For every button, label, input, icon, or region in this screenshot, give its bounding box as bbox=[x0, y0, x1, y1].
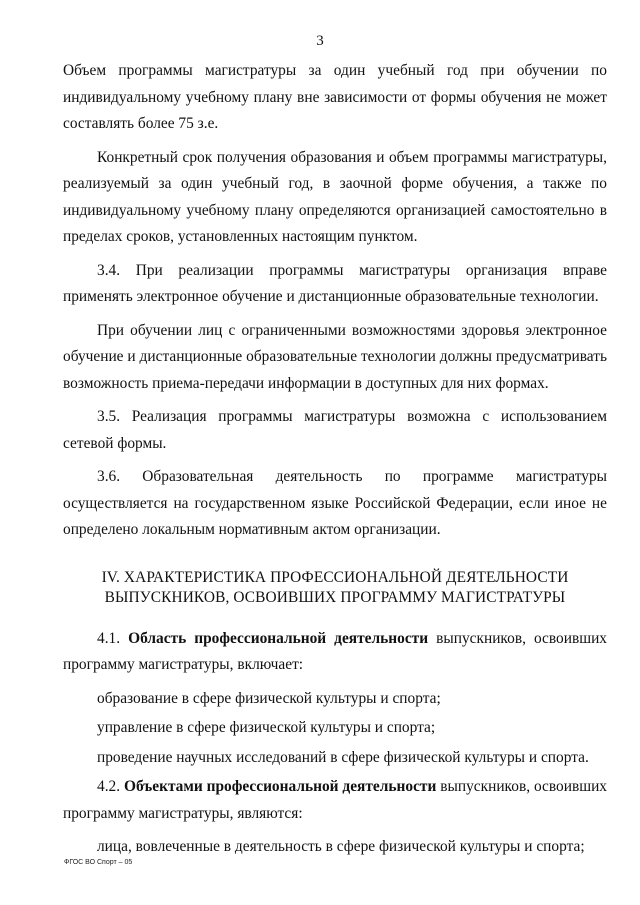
clause-4-2-text: выпускников, освоивших программу магистратуры, являются: bbox=[63, 778, 608, 822]
clause-4-2 bbox=[63, 774, 607, 827]
list-item: проведение научных исследований в сфере физической культуры и спорта. bbox=[97, 748, 589, 766]
paragraph-clause-3-6: 3.6. Образовательная деятельность по программе магистратуры осуществляется на государственном языке Российской Федерации, если иное не определено локальным нормативным актом организации. bbox=[63, 468, 607, 538]
clause-4-1 bbox=[63, 626, 607, 679]
clause-4-1-term: Область профессиональной деятельности bbox=[128, 629, 429, 647]
page-number: 3 bbox=[316, 33, 324, 49]
clause-4-2-number: 4.2. bbox=[97, 778, 121, 795]
clause-4-1-text: выпускников, освоивших программу магистратуры, включает: bbox=[63, 629, 607, 673]
document-body bbox=[63, 58, 607, 864]
clause-4-2-term: Объектами профессиональной деятельности bbox=[123, 778, 437, 795]
list-item: лица, вовлеченные в деятельность в сфере физической культуры и спорта; bbox=[97, 838, 585, 855]
paragraph-clause-3-4: 3.4. При реализации программы магистратуры организация вправе применять электронное обучение и дистанционные образовательные технологии. bbox=[63, 261, 607, 305]
list-item: управление в сфере физической культуры и спорта; bbox=[97, 719, 436, 736]
document-footer-code: ФГОС ВО Спорт – 05 bbox=[64, 859, 133, 866]
list-item: образование в сфере физической культуры и спорта; bbox=[97, 689, 441, 707]
section-heading-line-1: IV. ХАРАКТЕРИСТИКА ПРОФЕССИОНАЛЬНОЙ ДЕЯТЕЛЬНОСТИ bbox=[101, 568, 569, 586]
paragraph-clause-3-5: 3.5. Реализация программы магистратуры возможна с использованием сетевой формы. bbox=[63, 408, 607, 452]
paragraph-disabled-students: При обучении лиц с ограниченными возможностями здоровья электронное обучение и дистанционные образовательные технологии должны предусматривать возможность приема-передачи информации в доступных для них формах. bbox=[63, 321, 607, 392]
section-heading bbox=[63, 568, 607, 608]
paragraph-study-volume: Объем программы магистратуры за один учебный год при обучении по индивидуальному учебному плану вне зависимости от формы обучения не может составлять более 75 з.е. bbox=[63, 62, 607, 132]
paragraph-study-term: Конкретный срок получения образования и объем программы магистратуры, реализуемый за один учебный год, в заочной форме обучения, а также по индивидуальному учебному плану определяются организацией самостоятельно в пределах сроков, установленных настоящим пунктом. bbox=[63, 148, 607, 245]
clause-4-1-number: 4.1. bbox=[97, 629, 121, 647]
section-heading-line-2: ВЫПУСКНИКОВ, ОСВОИВШИХ ПРОГРАММУ МАГИСТРАТУРЫ bbox=[104, 588, 566, 606]
